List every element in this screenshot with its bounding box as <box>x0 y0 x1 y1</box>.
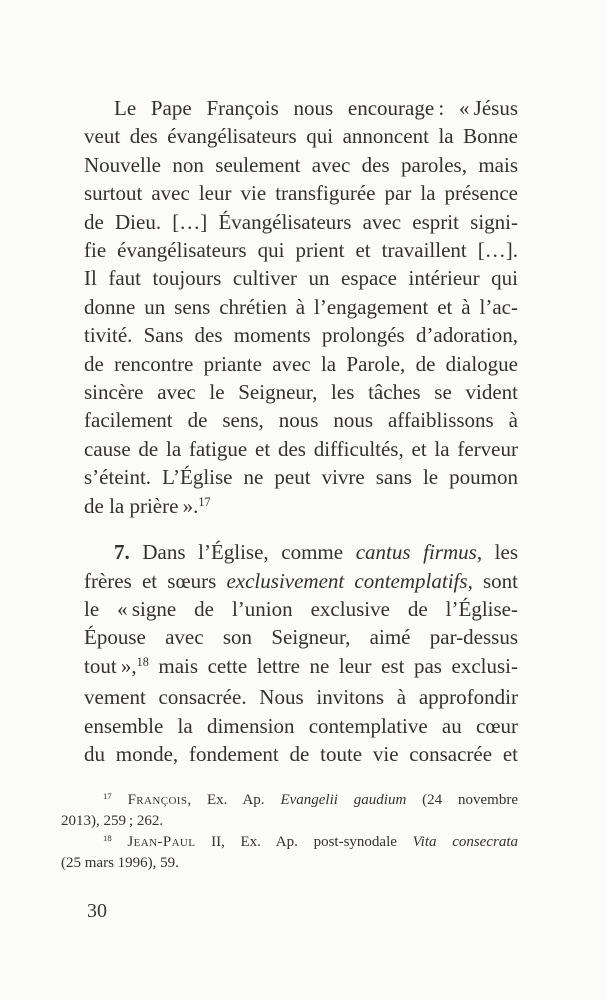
text-segment: le « signe de l’union exclusive de l’Église- <box>84 596 518 621</box>
text-line <box>84 208 518 236</box>
text-segment: Dans l’Église, comme <box>129 540 356 565</box>
text-segment <box>112 834 128 850</box>
text-segment: s’éteint. L’Église ne peut vivre sans le poumon <box>84 465 518 490</box>
text-segment: surtout avec leur vie transfigurée par la présence <box>84 181 518 206</box>
text-segment: tout », <box>84 653 137 678</box>
text-line <box>61 790 518 811</box>
superscript-ref: 17 <box>198 495 211 510</box>
text-segment: de rencontre priante avec la Parole, de dialogue <box>84 351 518 376</box>
text-line <box>61 832 518 853</box>
text-line <box>84 236 518 264</box>
superscript-ref: 18 <box>136 655 149 670</box>
text-line <box>84 652 518 683</box>
paragraph <box>61 832 518 874</box>
italic-text: Evangelii gaudium <box>280 792 407 808</box>
smallcaps-name: François <box>127 792 188 808</box>
text-line <box>84 94 518 122</box>
text-line <box>84 712 518 740</box>
superscript-ref: 18 <box>103 833 112 844</box>
italic-text: cantus firmus <box>355 540 477 565</box>
text-line <box>84 378 518 406</box>
paragraph <box>61 790 518 832</box>
text-line <box>84 151 518 179</box>
text-segment <box>112 792 128 808</box>
text-segment: II, Ex. Ap. post-synodale <box>195 833 413 850</box>
text-line <box>84 567 518 595</box>
text-line <box>84 264 518 292</box>
text-line <box>61 811 518 831</box>
text-segment: de la prière ». <box>84 493 199 518</box>
text-segment: 2013), 259 ; 262. <box>61 813 164 830</box>
text-segment: donne un sens chrétien à l’engagement et à l’ac- <box>84 294 518 319</box>
text-segment: , les <box>476 540 518 565</box>
text-line <box>84 350 518 378</box>
text-line <box>84 435 518 463</box>
text-line <box>84 463 518 491</box>
footnotes <box>61 790 518 874</box>
text-segment: Le Pape François nous encourage : « Jésus <box>114 96 518 120</box>
page-number: 30 <box>87 900 107 922</box>
text-segment: du monde, fondement de toute vie consacrée et <box>84 741 518 766</box>
text-segment: Nouvelle non seulement avec des paroles, mais <box>84 152 518 177</box>
text-segment: Il faut toujours cultiver un espace intérieur qui <box>84 266 518 291</box>
text-segment: vement consacrée. Nous invitons à approfondir <box>84 685 518 710</box>
text-line <box>84 492 518 523</box>
italic-text: Vita consecrata <box>412 833 519 850</box>
text-segment: sincère avec le Seigneur, les tâches se vident <box>84 380 518 405</box>
superscript-ref: 17 <box>103 791 112 802</box>
text-segment: , sont <box>467 568 518 593</box>
text-segment: facilement de sens, nous nous affaiblissons à <box>84 408 518 433</box>
italic-text: exclusivement contemplatifs <box>226 568 468 593</box>
text-segment: de Dieu. […] Évangélisateurs avec esprit signi- <box>84 209 518 234</box>
paragraph <box>84 94 518 523</box>
text-line <box>84 623 518 651</box>
text-line <box>84 406 518 434</box>
text-segment: (25 mars 1996), 59. <box>61 855 179 872</box>
text-segment: veut des évangélisateurs qui annoncent la Bonne <box>84 124 518 149</box>
text-segment: ensemble la dimension contemplative au cœur <box>84 713 518 738</box>
body-text <box>84 94 518 768</box>
smallcaps-name: Jean-Paul <box>127 833 196 850</box>
paragraph <box>84 538 518 768</box>
text-line <box>84 538 518 566</box>
text-segment: frères et sœurs <box>84 568 227 593</box>
text-segment: , Ex. Ap. <box>187 792 281 808</box>
text-line <box>84 293 518 321</box>
text-segment: tivité. Sans des moments prolongés d’adoration, <box>84 323 518 348</box>
text-line <box>84 683 518 711</box>
text-line <box>84 122 518 150</box>
bold-text: 7. <box>114 540 130 565</box>
text-segment: fie évangélisateurs qui prient et travaillent […]. <box>84 238 518 263</box>
text-segment: (24 novembre <box>406 792 519 808</box>
text-line <box>61 853 518 873</box>
text-segment: cause de la fatigue et des difficultés, et la ferveur <box>84 436 518 461</box>
text-segment: Épouse avec son Seigneur, aimé par-dessus <box>84 625 518 650</box>
text-line <box>84 595 518 623</box>
text-segment: mais cette lettre ne leur est pas exclusi- <box>148 653 518 678</box>
text-line <box>84 740 518 768</box>
text-line <box>84 321 518 349</box>
text-line <box>84 179 518 207</box>
